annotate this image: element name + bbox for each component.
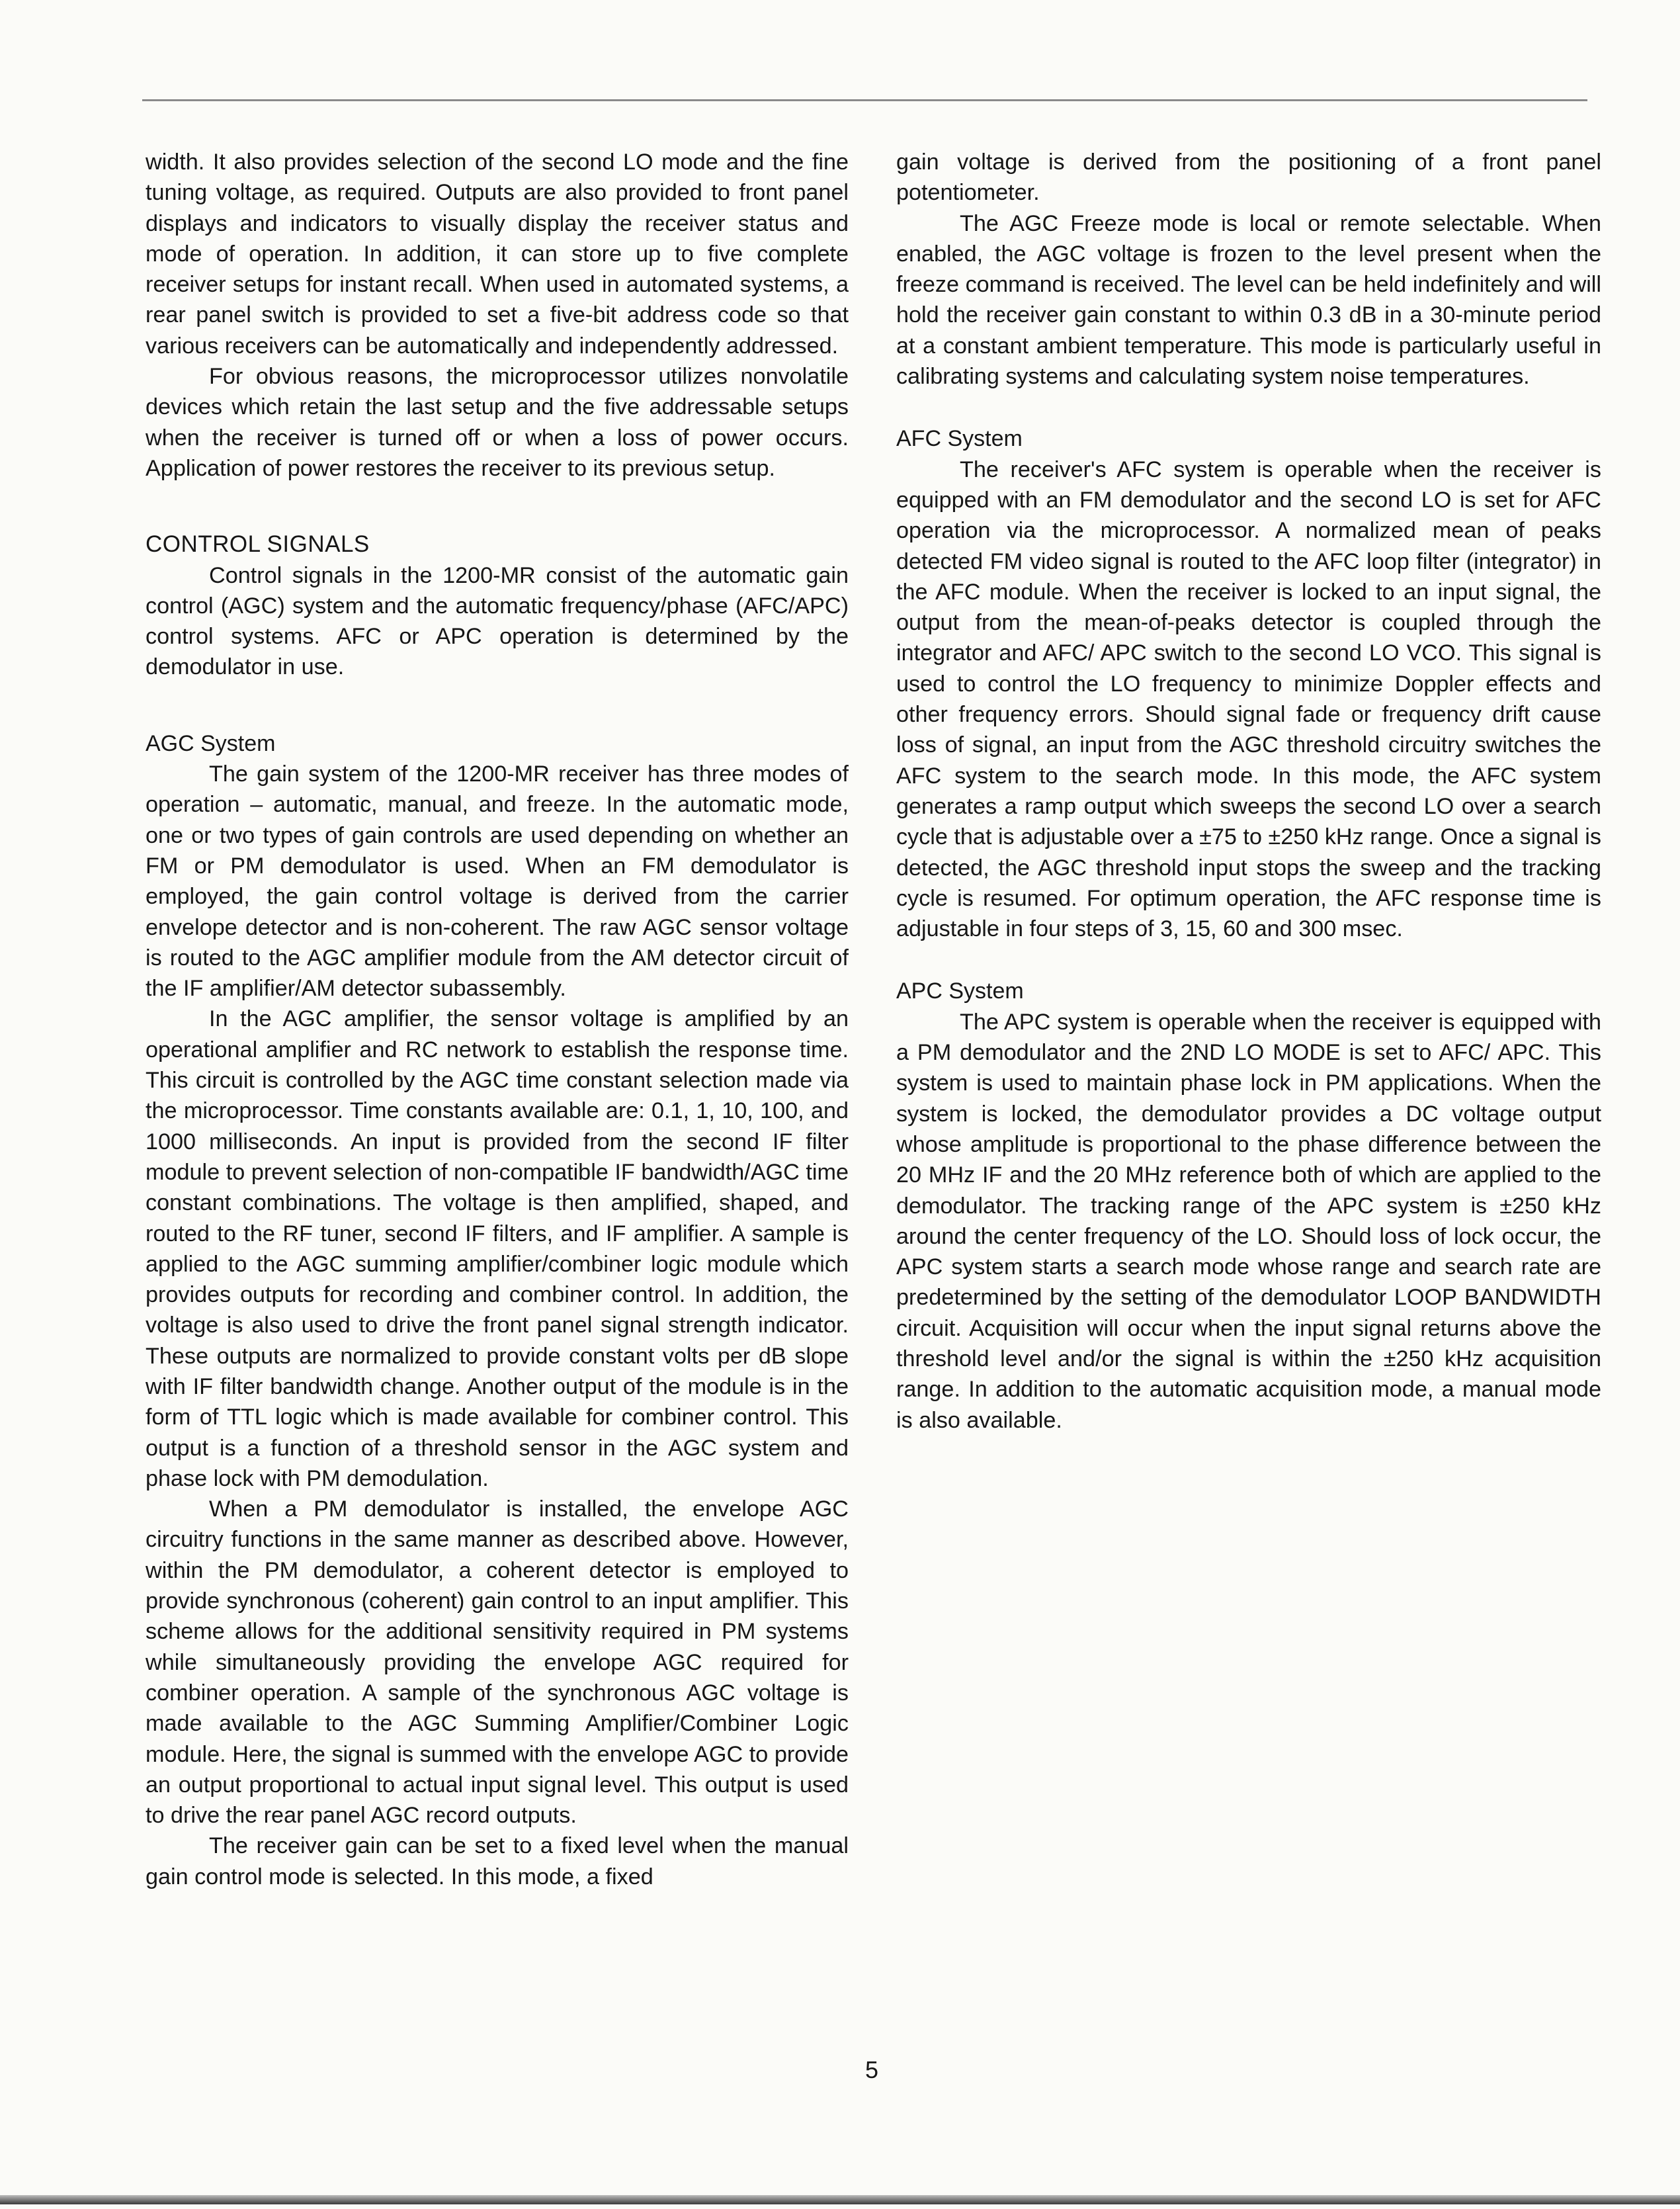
heading-afc-system: AFC System: [896, 426, 1023, 452]
paragraph-nonvolatile: For obvious reasons, the microprocessor utilizes nonvolatile devices which retain the last setup and the five addressable setups when the receiver is turned off or when a loss of power occurs. Application of power restores the receiver to its previous setup.: [146, 364, 849, 481]
heading-agc-system: AGC System: [146, 730, 276, 756]
right-column: [896, 147, 1601, 1436]
paragraph-manual-gain: The receiver gain can be set to a fixed level when the manual gain control mode is selected. In this mode, a fixed: [146, 1833, 849, 1889]
scan-bottom-edge: [0, 2195, 1680, 2204]
paragraph-agc-modes: The gain system of the 1200-MR receiver has three modes of operation – automatic, manual, and freeze. In the automatic mode, one or two types of gain controls are used depending on whether an FM or PM demodulator is used. When an FM demodulator is employed, the gain control voltage is derived from the carrier envelope detector and is non-coherent. The raw AGC sensor voltage is routed to the AGC amplifier module from the AM detector circuit of the IF amplifier/AM detector subassembly.: [146, 761, 849, 1002]
paragraph-agc-freeze: The AGC Freeze mode is local or remote selectable. When enabled, the AGC voltage is frozen to the level present when the freeze command is received. The level can be held indefinitely and will hold the receiver gain constant to within 0.3 dB in a 30-minute period at a constant ambient temperature. This mode is particularly useful in calibrating systems and calculating system noise temperatures.: [896, 210, 1601, 390]
left-column: [146, 147, 849, 1892]
paragraph-setup-recall: width. It also provides selection of the second LO mode and the fine tuning voltage, as required. Outputs are also provided to front panel displays and indicators to visually display the receiver status and mode of operation. In addition, it can store up to five complete receiver setups for instant recall. When used in automated systems, a rear panel switch is provided to set a five-bit address code so that various receivers can be automatically and independently addressed.: [146, 150, 849, 359]
header-rule: [142, 99, 1587, 101]
paragraph-afc-system: The receiver's AFC system is operable when the receiver is equipped with an FM demodulator and the second LO is set for AFC operation via the microprocessor. A normalized mean of peaks detected FM video signal is routed to the AFC loop filter (integrator) in the AFC module. When the receiver is locked to an input signal, the output from the mean-of-peaks detector is coupled through the integrator and AFC/ APC switch to the second LO VCO. This signal is used to control the LO frequency to minimize Doppler effects and other frequency errors. Should signal fade or frequency drift cause loss of signal, an input from the AGC threshold circuitry switches the AFC system to the search mode. In this mode, the AFC system generates a ramp output which sweeps the second LO over a search cycle that is adjustable over a ±75 to ±250 kHz range. Once a signal is detected, the AGC threshold input stops the sweep and the tracking cycle is resumed. For optimum operation, the AFC response time is adjustable in four steps of 3, 15, 60 and 300 msec.: [896, 456, 1601, 942]
heading-control-signals: CONTROL SIGNALS: [146, 531, 370, 558]
heading-apc-system: APC System: [896, 978, 1024, 1004]
paragraph-pm-demodulator: When a PM demodulator is installed, the envelope AGC circuitry functions in the same manner as described above. However, within the PM demodulator, a coherent detector is employed to provide synchronous (coherent) gain control to an input amplifier. This scheme allows for the additional sensitivity required in PM systems while simultaneously providing the envelope AGC required for combiner operation. A sample of the synchronous AGC voltage is made available to the AGC Summing Amplifier/Combiner Logic module. Here, the signal is summed with the envelope AGC to provide an output proportional to actual input signal level. This output is used to drive the rear panel AGC record outputs.: [146, 1496, 849, 1829]
paragraph-apc-system: The APC system is operable when the receiver is equipped with a PM demodulator and the 2ND LO MODE is set to AFC/ APC. This system is used to maintain phase lock in PM applications. When the system is locked, the demodulator provides a DC voltage output whose amplitude is proportional to the phase difference between the 20 MHz IF and the 20 MHz reference both of which are applied to the demodulator. The tracking range of the APC system is ±250 kHz around the center frequency of the LO. Should loss of lock occur, the APC system starts a search mode whose range and search rate are predetermined by the setting of the demodulator LOOP BANDWIDTH circuit. Acquisition will occur when the input signal returns above the threshold level and/or the signal is within the ±250 kHz acquisition range. In addition to the automatic acquisition mode, a manual mode is also available.: [896, 1009, 1601, 1433]
paragraph-agc-amplifier: In the AGC amplifier, the sensor voltage is amplified by an operational amplifier and RC network to establish the response time. This circuit is controlled by the AGC time constant selection made via the microprocessor. Time constants available are: 0.1, 1, 10, 100, and 1000 milliseconds. An input is provided from the second IF filter module to prevent selection of non-compatible IF bandwidth/AGC time constant combinations. The voltage is then amplified, shaped, and routed to the RF tuner, second IF filters, and IF amplifier. A sample is applied to the AGC summing amplifier/combiner logic module which provides outputs for recording and combiner control. In addition, the voltage is also used to drive the front panel signal strength indicator. These outputs are normalized to provide constant volts per dB slope with IF filter bandwidth change. Another output of the module is in the form of TTL logic which is made available for combiner control. This output is a function of a threshold sensor in the AGC system and phase lock with PM demodulation.: [146, 1006, 849, 1491]
page-number: 5: [865, 2056, 879, 2083]
paragraph-potentiometer: gain voltage is derived from the positioning of a front panel potentiometer.: [896, 150, 1601, 206]
paragraph-control-signals: Control signals in the 1200-MR consist of the automatic gain control (AGC) system and the automatic frequency/phase (AFC/APC) control systems. AFC or APC operation is determined by the demodulator in use.: [146, 562, 849, 680]
